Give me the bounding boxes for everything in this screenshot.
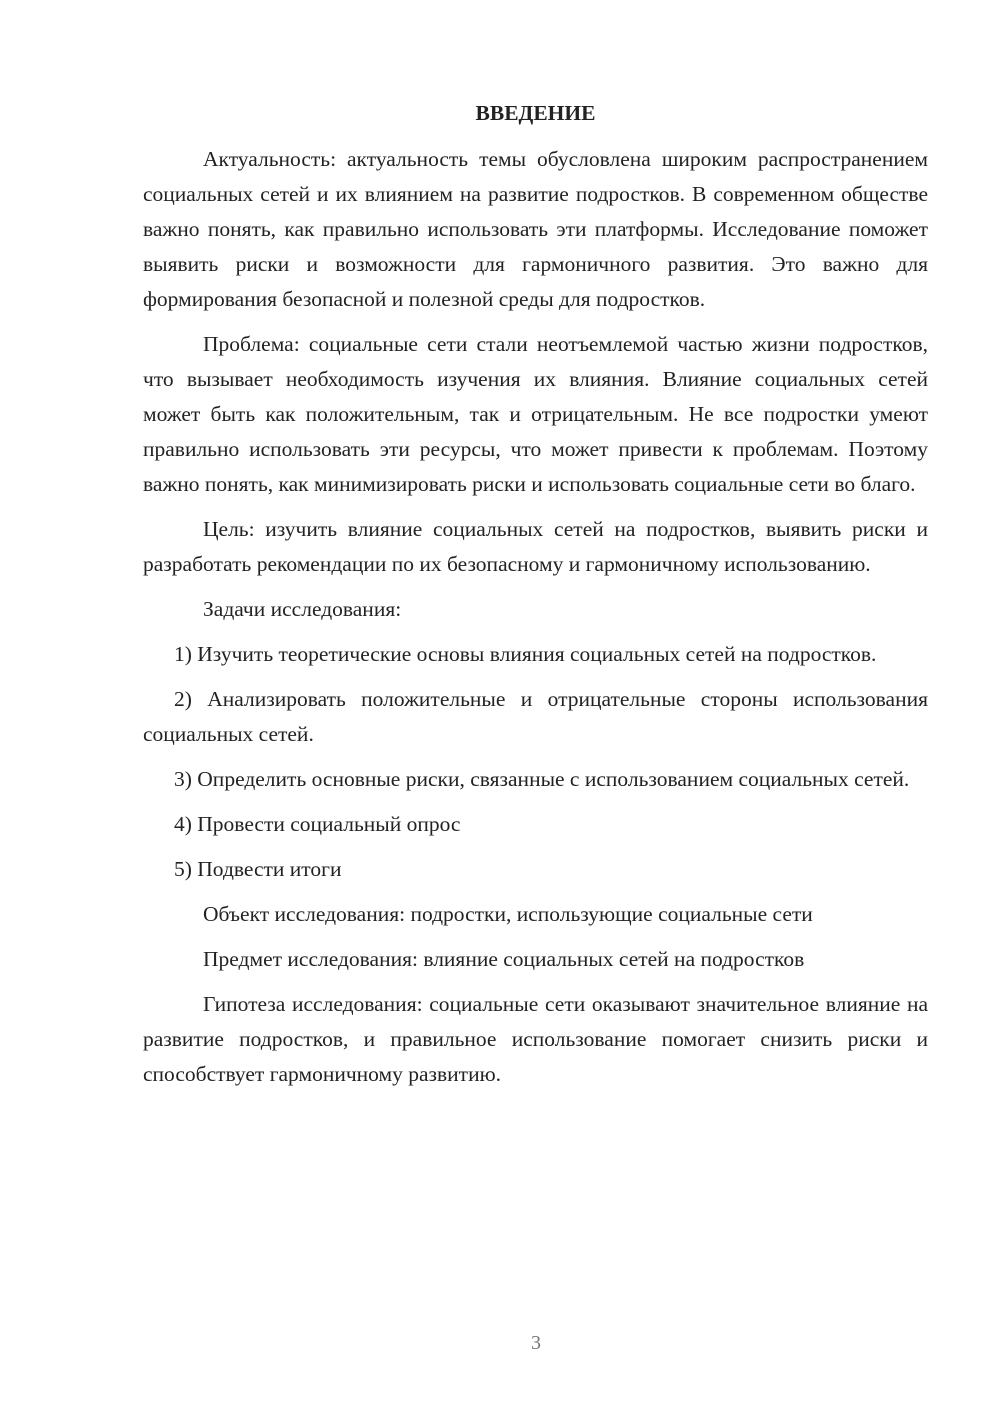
research-subject: Предмет исследования: влияние социальных сетей на подростков bbox=[203, 947, 805, 971]
task-item-1: 1) Изучить теоретические основы влияния социальных сетей на подростков. bbox=[174, 642, 877, 666]
task-item-5: 5) Подвести итоги bbox=[174, 857, 342, 881]
task-item-4: 4) Провести социальный опрос bbox=[174, 812, 461, 836]
document-page bbox=[143, 96, 928, 1102]
page-number: 3 bbox=[531, 1332, 541, 1354]
research-object: Объект исследования: подростки, использующие социальные сети bbox=[203, 902, 813, 926]
relevance-paragraph: Актуальность: актуальность темы обусловлена широким распространением социальных сетей и их влиянием на развитие подростков. В современном обществе важно понять, как правильно использовать эти платформы. Исследование поможет выявить риски и возможности для гармоничного развития. Это важно для формирования безопасной и полезной среды для подростков. bbox=[143, 147, 928, 311]
task-item-3: 3) Определить основные риски, связанные с использованием социальных сетей. bbox=[174, 767, 910, 791]
hypothesis-paragraph: Гипотеза исследования: социальные сети оказывают значительное влияние на развитие подростков, и правильное использование помогает снизить риски и способствует гармоничному развитию. bbox=[143, 992, 928, 1086]
tasks-heading: Задачи исследования: bbox=[203, 597, 402, 621]
page-title: ВВЕДЕНИЕ bbox=[475, 101, 596, 125]
problem-paragraph: Проблема: социальные сети стали неотъемлемой частью жизни подростков, что вызывает необходимость изучения их влияния. Влияние социальных сетей может быть как положительным, так и отрицательным. Не все подростки умеют правильно использовать эти ресурсы, что может привести к проблемам. Поэтому важно понять, как минимизировать риски и использовать социальные сети во благо. bbox=[143, 332, 928, 496]
task-item-2: 2) Анализировать положительные и отрицательные стороны использования социальных сетей. bbox=[143, 687, 928, 746]
goal-paragraph: Цель: изучить влияние социальных сетей на подростков, выявить риски и разработать рекомендации по их безопасному и гармоничному использованию. bbox=[143, 517, 928, 576]
